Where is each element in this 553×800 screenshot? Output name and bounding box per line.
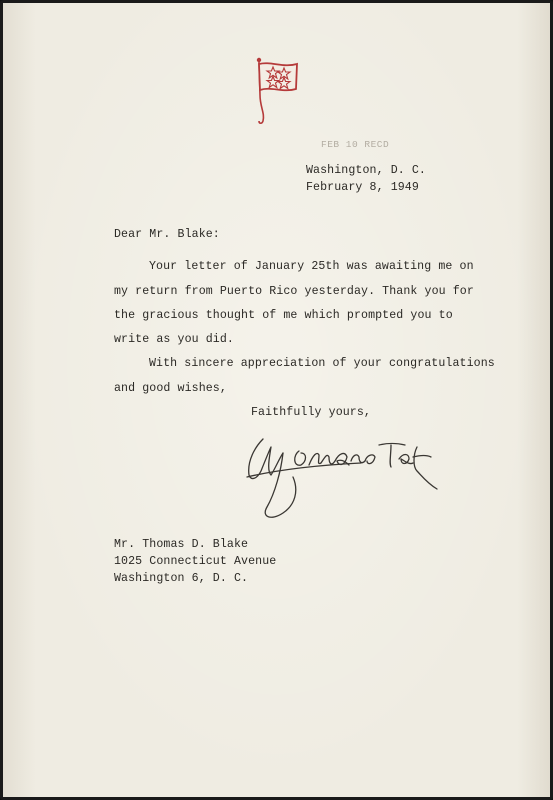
recipient-name: Mr. Thomas D. Blake [114, 538, 249, 551]
recipient-city: Washington 6, D. C. [114, 572, 249, 585]
body-line: With sincere appreciation of your congratulations [149, 357, 495, 370]
flag-with-four-stars-icon [251, 55, 301, 127]
body-line: Your letter of January 25th was awaiting me on [149, 260, 474, 273]
recipient-street: 1025 Connecticut Avenue [114, 555, 277, 568]
place-line: Washington, D. C. [306, 164, 426, 177]
received-date-stamp: FEB 10 RECD [321, 139, 390, 150]
closing: Faithfully yours, [251, 406, 371, 419]
handwritten-signature [241, 431, 451, 526]
date-line: February 8, 1949 [306, 181, 419, 194]
body-line: and good wishes, [114, 382, 227, 395]
body-line: the gracious thought of me which prompted you to [114, 309, 453, 322]
salutation: Dear Mr. Blake: [114, 228, 220, 241]
body-line: my return from Puerto Rico yesterday. Thank you for [114, 285, 474, 298]
body-line: write as you did. [114, 333, 234, 346]
